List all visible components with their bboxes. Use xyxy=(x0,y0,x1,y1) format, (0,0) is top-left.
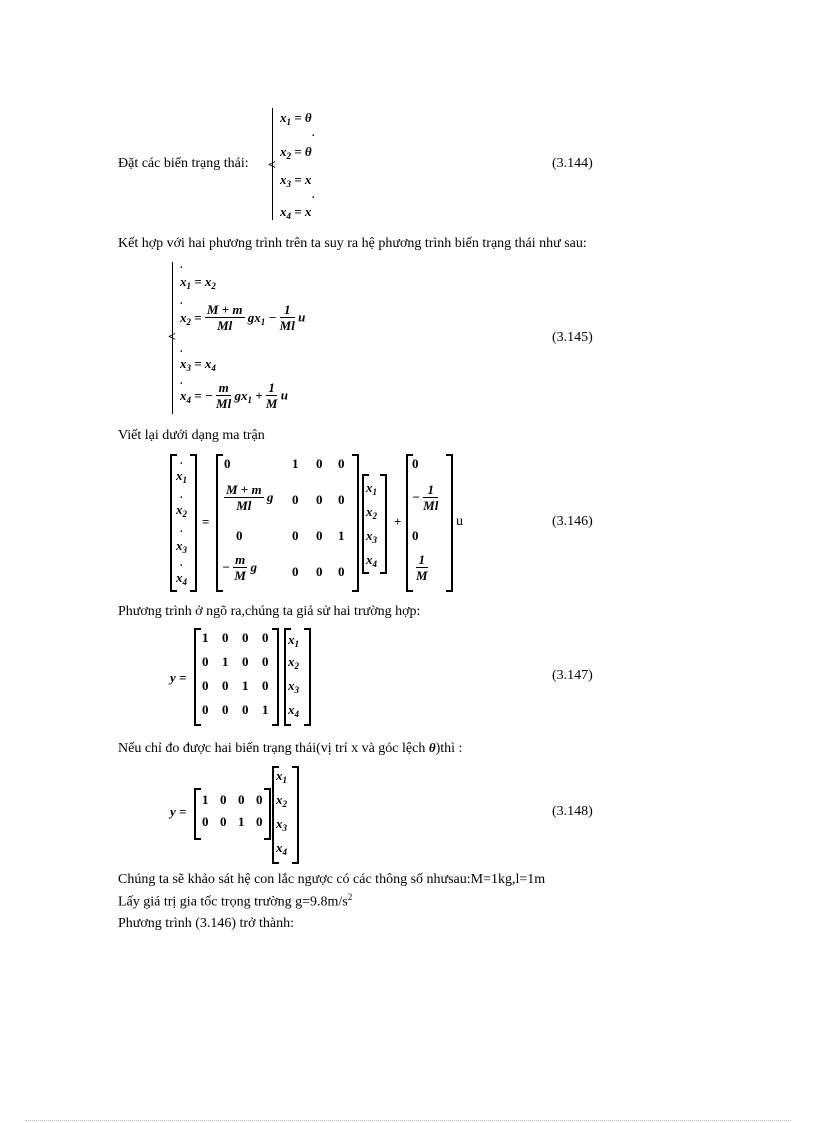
matrix-cell: 0 xyxy=(262,630,269,645)
matrix-cell: 1 xyxy=(242,678,249,693)
matrix-cell: 0 xyxy=(242,654,249,669)
matrix-cell: 0 xyxy=(256,814,263,829)
equation-3-147: y = 1 0 0 0 0 1 0 0 0 0 1 0 0 0 0 1 $x_1$ $x_2$ $x_3$ $x_4$ xyxy=(168,626,328,726)
page-bottom-dotted-line xyxy=(25,1120,791,1121)
eq145-line-3: $x_3 = x_4$ xyxy=(180,356,216,373)
equation-label-3-146: (3.146) xyxy=(552,514,593,529)
matrix-cell: 0 xyxy=(238,792,245,807)
matrix-cell: 1 xyxy=(202,792,209,807)
combine-paragraph: Kết hợp với hai phương trình trên ta suy ra hệ phương trình biến trạng thái như sau: xyxy=(118,236,587,251)
eq145-line-4: $x_4$ = − $\frac{m}{Ml}$ $gx_1$ + $\frac{1}{M}$ u xyxy=(180,380,288,411)
matrix-cell: 0 xyxy=(202,814,209,829)
measure-paragraph: Nếu chỉ đo được hai biến trạng thái(vị trí x và góc lệch θ)thì : xyxy=(118,740,463,756)
matrix-cell: 0 xyxy=(242,630,249,645)
matrix-cell: 0 xyxy=(220,814,227,829)
equation-label-3-144: (3.144) xyxy=(552,156,593,171)
matrix-cell: 1 xyxy=(262,702,269,717)
brace-tip: < xyxy=(268,158,276,173)
gravity-paragraph: Lấy giá trị gia tốc trọng trường $g=9.8m/s^2$ xyxy=(118,892,353,910)
matrix-paragraph: Viết lại dưới dạng ma trận xyxy=(118,428,265,443)
matrix-cell: 0 xyxy=(222,630,229,645)
matrix-cell: 0 xyxy=(202,678,209,693)
matrix-cell: 1 xyxy=(202,630,209,645)
matrix-cell: 0 xyxy=(242,702,249,717)
parameters-paragraph: Chúng ta sẽ khảo sát hệ con lắc ngược có các thông số nhưsau:M=1kg,l=1m xyxy=(118,872,546,887)
equation-3-144: < $x_1 = \theta$ . $x_2 = \theta$ $x_3 = x$ . $x_4 = x$ xyxy=(268,110,315,221)
matrix-cell: 0 xyxy=(262,654,269,669)
eq144-line-1: $x_1 = \theta$ xyxy=(280,110,312,127)
equation-3-145: < . $x_1 = x_2$ . $x_2$ = $\frac{M + m}{Ml}$ $gx_1$ − $\frac{1}{Ml}$ u . $x_3 = x_4$ . $x_4$ = − $\frac{m}{Ml}$ $gx_1$ + $\frac{1}{M}$ u xyxy=(168,258,368,418)
eq144-line-3: $x_3 = x$ xyxy=(280,172,312,189)
matrix-cell: 0 xyxy=(256,792,263,807)
equation-label-3-145: (3.145) xyxy=(552,330,593,345)
output-paragraph: Phương trình ở ngõ ra,chúng ta giả sử hai trường hợp: xyxy=(118,604,421,619)
matrix-cell: 1 xyxy=(238,814,245,829)
matrix-cell: 0 xyxy=(202,702,209,717)
equation-3-148: y = 1 0 0 0 0 0 1 0 $x_1$ $x_2$ $x_3$ $x_4$ xyxy=(168,764,328,864)
equation-label-3-147: (3.147) xyxy=(552,668,593,683)
matrix-cell: 0 xyxy=(202,654,209,669)
state-variables-lead: Đặt các biến trạng thái: xyxy=(118,156,249,171)
matrix-cell: 0 xyxy=(262,678,269,693)
equation-label-3-148: (3.148) xyxy=(552,804,593,819)
eq145-line-2: $x_2$ = $\frac{M + m}{Ml}$ $gx_1$ − $\frac{1}{Ml}$ u xyxy=(180,302,306,333)
becomes-paragraph: Phương trình (3.146) trở thành: xyxy=(118,916,294,931)
eq145-line-1: $x_1 = x_2$ xyxy=(180,274,216,291)
matrix-cell: 0 xyxy=(220,792,227,807)
eq144-line-2: $x_2 = \theta$ xyxy=(280,144,312,161)
matrix-cell: 1 xyxy=(222,654,229,669)
matrix-cell: 0 xyxy=(222,702,229,717)
equation-3-146: . $x_1$ . $x_2$ . $x_3$ . $x_4$ = 0 1 0 0 $\frac{M + m}{Ml}$ g 0 0 0 0 0 0 1 − $\frac{m}{M}$ g 0 0 0 $x_1$ $x_2$ $x_3$ $x_4$ + 0 − $\frac{1}{Ml}$ 0 $\frac{1}{M}$ u xyxy=(168,452,468,592)
eq144-line-4: $x_4 = x$ xyxy=(280,204,312,221)
matrix-cell: 0 xyxy=(222,678,229,693)
